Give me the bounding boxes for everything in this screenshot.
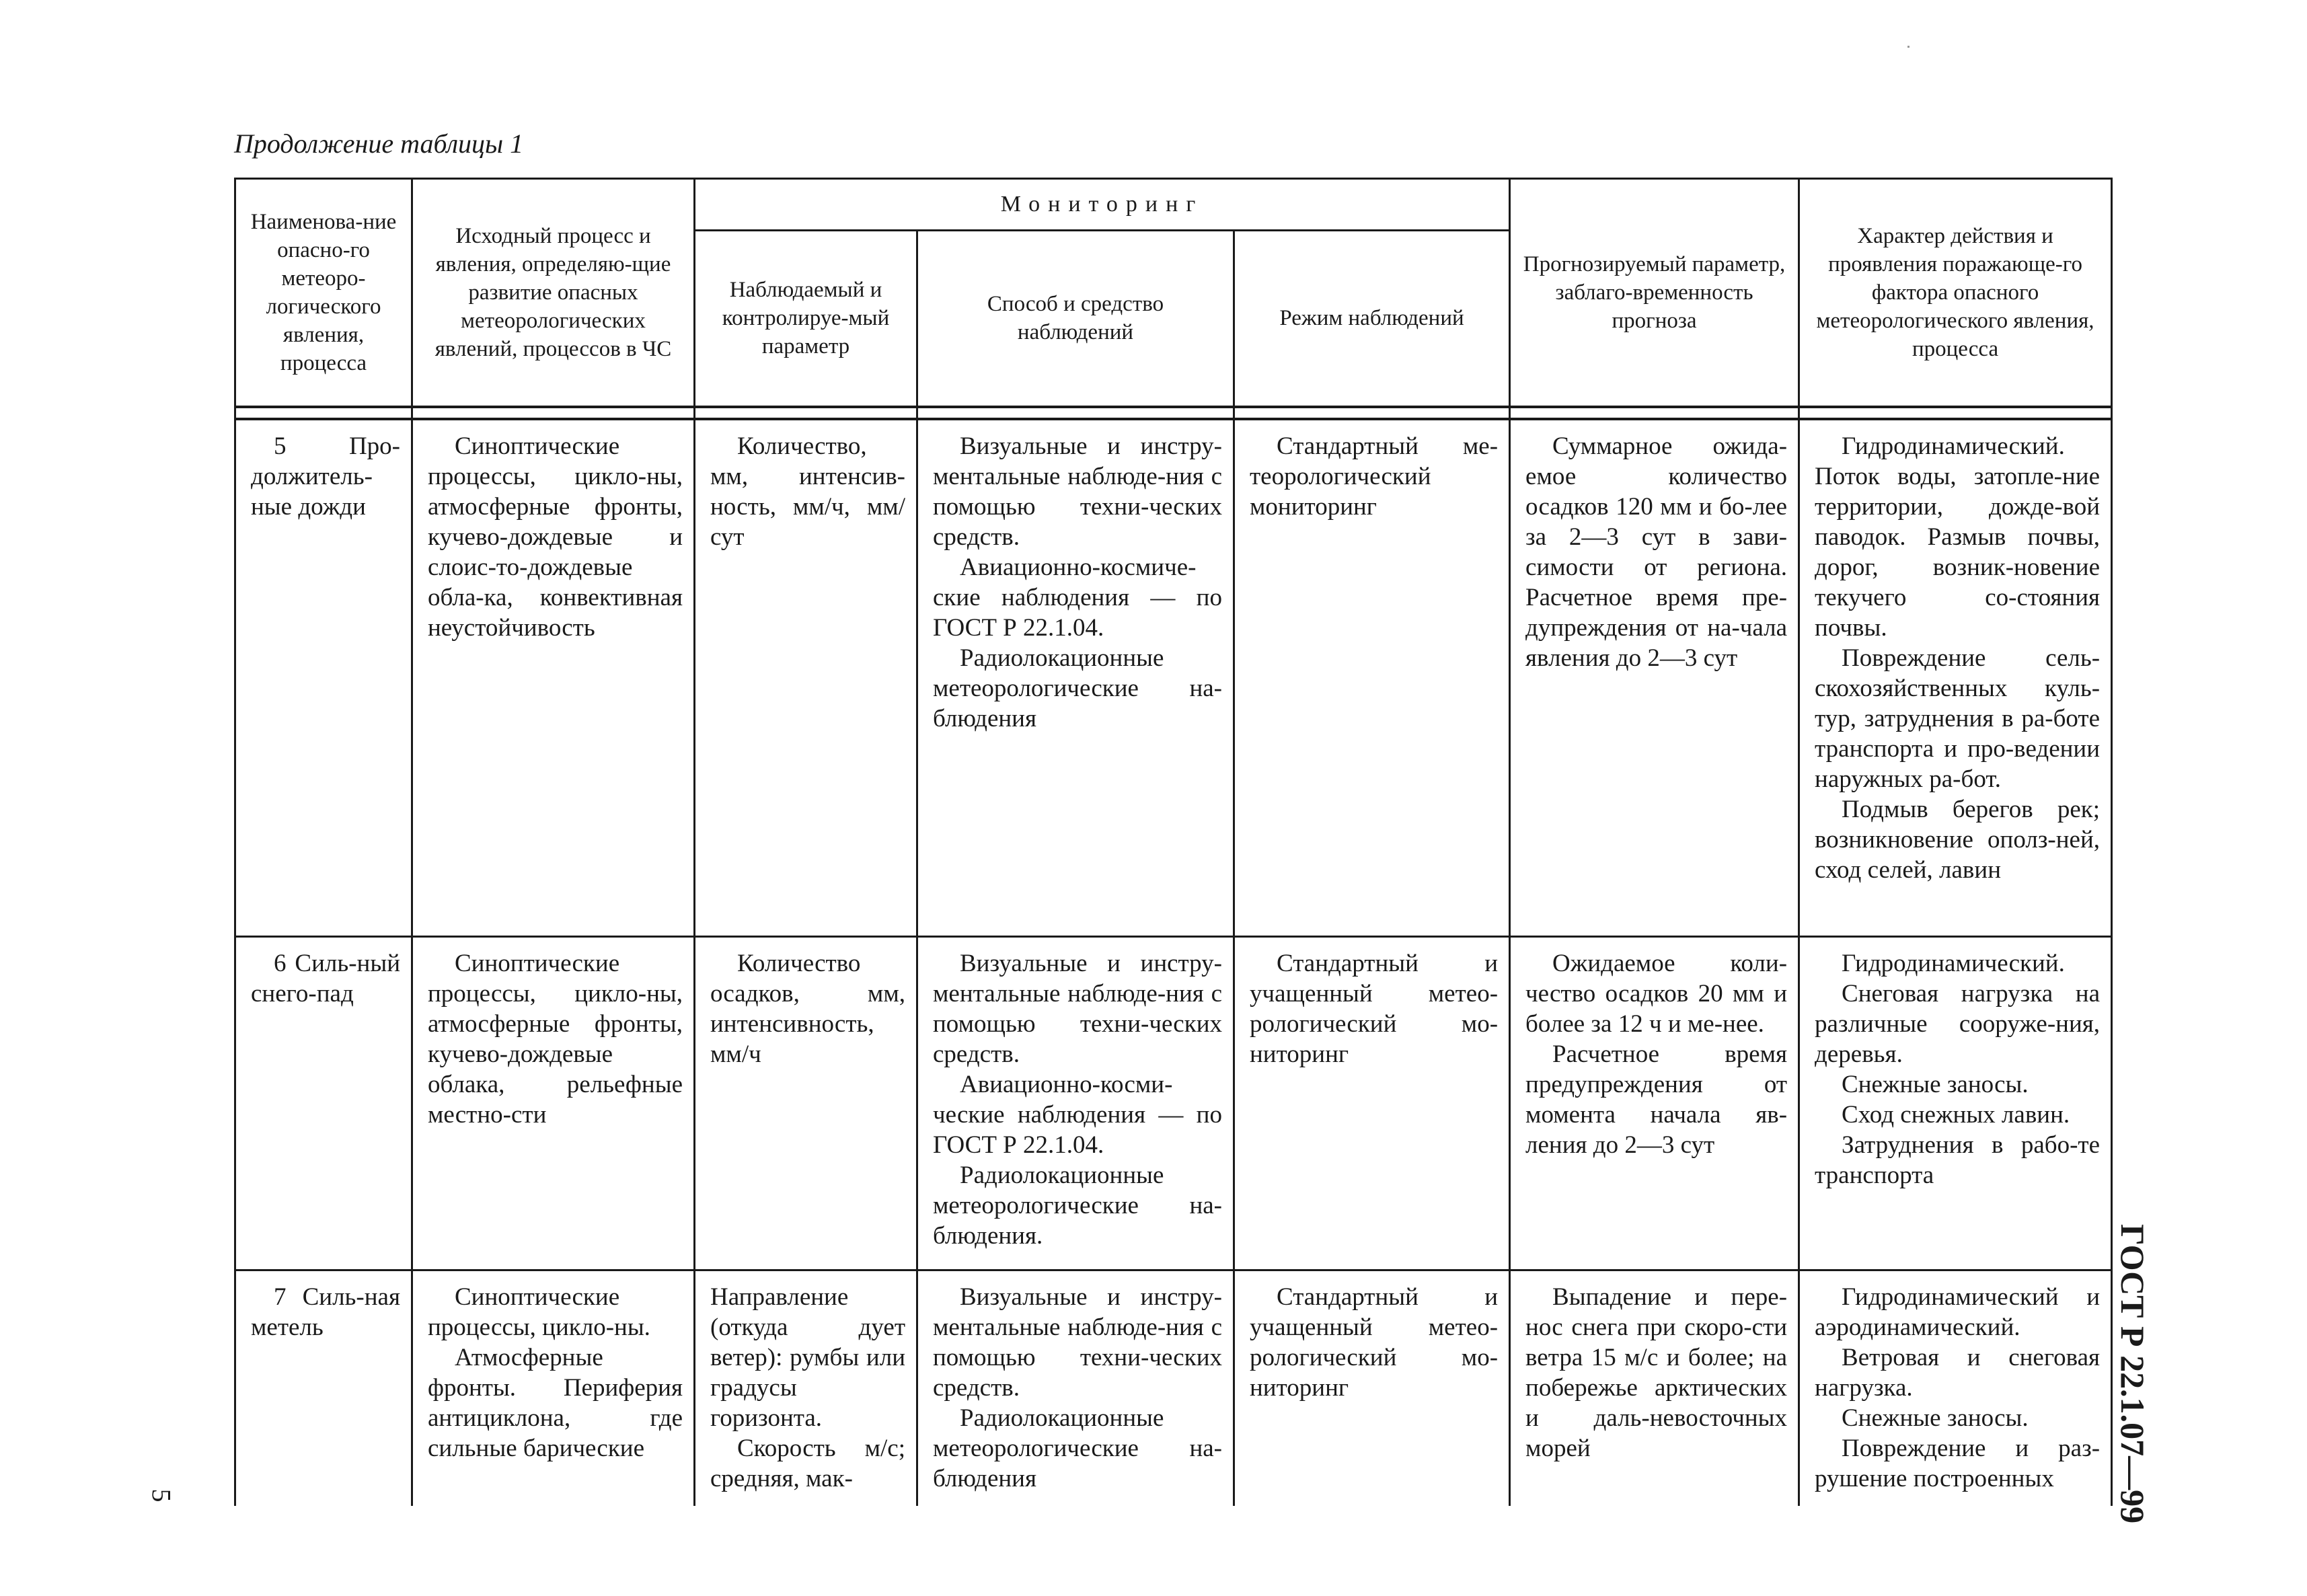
cell-forecast: Суммарное ожида-емое количество осадков 120 мм и бо-лее за 2—3 сут в зави-симости от региона. Расчетное время пре-дупреждения от на-чала явления до 2—3 сут — [1510, 419, 1799, 937]
table-row — [235, 1270, 2112, 1506]
cell-effect: Гидродинамический и аэродинамический. Ветровая и снеговая нагрузка. Снежные заносы. Повреждение и раз-рушение построенных — [1799, 1270, 2112, 1506]
cell-name: 6 Силь-ный снего-пад — [235, 937, 412, 1270]
cell-forecast: Ожидаемое коли-чество осадков 20 мм и более за 12 ч и ме-нее. Расчетное время предупреждения от момента начала яв-ления до 2—3 сут — [1510, 937, 1799, 1270]
table-row — [235, 419, 2112, 937]
cell-param: Количество осадков, мм, интенсивность, мм/ч — [695, 937, 917, 1270]
header-process: Исходный процесс и явления, определяю-щие развитие опасных метеорологических явлений, процессов в ЧС — [412, 179, 695, 407]
cell-process: Синоптические процессы, цикло-ны, атмосферные фронты, кучево-дождевые и слоис-то-дождевые обла-ка, конвективная неустойчивость — [412, 419, 695, 937]
header-forecast: Прогнозируемый параметр, заблаго-временность прогноза — [1510, 179, 1799, 407]
cell-process: Синоптические процессы, цикло-ны. Атмосферные фронты. Периферия антициклона, где сильные барические — [412, 1270, 695, 1506]
header-monitoring: Мониторинг — [695, 179, 1510, 231]
side-standard-title: ГОСТ Р 22.1.07—99 — [2114, 1224, 2152, 1524]
cell-forecast: Выпадение и пере-нос снега при скоро-сти ветра 15 м/с и более; на побережье арктических и даль-невосточных морей — [1510, 1270, 1799, 1506]
cell-mode: Стандартный и учащенный метео-рологический мо-ниторинг — [1234, 1270, 1510, 1506]
header-mode: Режим наблюдений — [1234, 231, 1510, 407]
cell-mode: Стандартный и учащенный метео-рологический мо-ниторинг — [1234, 937, 1510, 1270]
header-param: Наблюдаемый и контролируе-мый параметр — [695, 231, 917, 407]
table-caption: Продолжение таблицы 1 — [234, 128, 524, 159]
table-row — [235, 937, 2112, 1270]
header-row-1 — [235, 179, 2112, 231]
cell-mode: Стандартный ме-теорологический мониторинг — [1234, 419, 1510, 937]
header-method: Способ и средство наблюдений — [917, 231, 1234, 407]
cell-method: Визуальные и инстру-ментальные наблюде-ния с помощью техни-ческих средств. Радиолокационные метеорологические на-блюдения — [917, 1270, 1234, 1506]
header-separator — [235, 407, 2112, 419]
cell-effect: Гидродинамический. Поток воды, затопле-ние территории, дожде-вой паводок. Размыв почвы, дорог, возник-новение текучего со-стояния почвы. Повреждение сель-скохозяйственных куль-тур, затруднения в ра-боте транспорта и про-ведении наружных ра-бот. Подмыв берегов рек; возникновение ополз-ней, сход селей, лавин — [1799, 419, 2112, 937]
header-name: Наименова-ние опасно-го метеоро-логического явления, процесса — [235, 179, 412, 407]
page-number: 5 — [146, 1488, 177, 1503]
cell-method: Визуальные и инстру-ментальные наблюде-ния с помощью техни-ческих средств. Авиационно-косми-ческие наблюдения — по ГОСТ Р 22.1.04. Радиолокационные метеорологические на-блюдения. — [917, 937, 1234, 1270]
monitoring-table — [234, 178, 2113, 1506]
cell-name: 5 Про-должитель-ные дожди — [235, 419, 412, 937]
scan-speck — [1907, 46, 1909, 48]
cell-method: Визуальные и инстру-ментальные наблюде-ния с помощью техни-ческих средств. Авиационно-космиче-ские наблюдения — по ГОСТ Р 22.1.04. Радиолокационные метеорологические на-блюдения — [917, 419, 1234, 937]
cell-effect: Гидродинамический. Снеговая нагрузка на различные сооруже-ния, деревья. Снежные заносы. Сход снежных лавин. Затруднения в рабо-те транспорта — [1799, 937, 2112, 1270]
header-effect: Характер действия и проявления поражающе-го фактора опасного метеорологического явления, процесса — [1799, 179, 2112, 407]
cell-param: Направление (откуда дует ветер): румбы или градусы горизонта. Скорость м/с; средняя, мак- — [695, 1270, 917, 1506]
cell-name: 7 Силь-ная метель — [235, 1270, 412, 1506]
cell-process: Синоптические процессы, цикло-ны, атмосферные фронты, кучево-дождевые облака, рельефные местно-сти — [412, 937, 695, 1270]
cell-param: Количество, мм, интенсив-ность, мм/ч, мм/сут — [695, 419, 917, 937]
